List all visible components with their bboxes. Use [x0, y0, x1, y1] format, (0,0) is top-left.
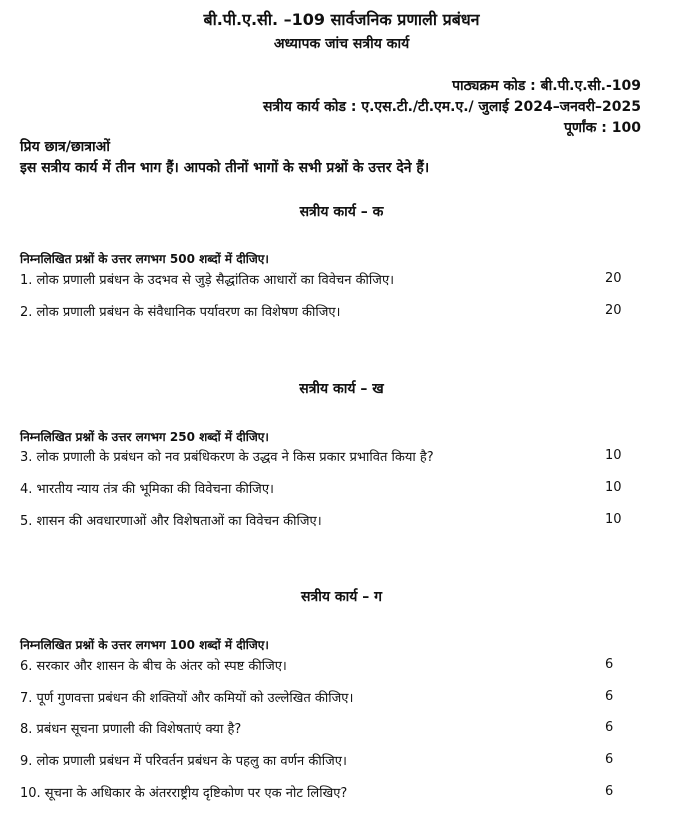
- question-5-marks: 10: [605, 512, 622, 527]
- section-instruction-b: निम्नलिखित प्रश्नों के उत्तर लगभग 250 शब्दों में दीजिए।: [20, 430, 269, 444]
- section-instruction-c: निम्नलिखित प्रश्नों के उत्तर लगभग 100 शब्दों में दीजिए।: [20, 638, 269, 652]
- question-4-marks: 10: [605, 480, 622, 495]
- question-10: 10. सूचना के अधिकार के अंतरराष्ट्रीय दृष्टिकोण पर एक नोट लिखिए?: [20, 786, 348, 801]
- max-marks: पूर्णांक : 100: [563, 120, 641, 136]
- question-7: 7. पूर्ण गुणवत्ता प्रबंधन की शक्तियों और कमियों को उल्लेखित कीजिए।: [20, 691, 354, 706]
- question-6-marks: 6: [605, 657, 614, 672]
- question-8: 8. प्रबंधन सूचना प्रणाली की विशेषताएं क्या है?: [20, 722, 242, 737]
- question-4: 4. भारतीय न्याय तंत्र की भूमिका की विवेचना कीजिए।: [20, 482, 274, 497]
- question-3-marks: 10: [605, 448, 622, 463]
- document-subtitle: अध्यापक जांच सत्रीय कार्य: [273, 36, 410, 52]
- question-9-marks: 6: [605, 752, 614, 767]
- course-code: पाठ्यक्रम कोड : बी.पी.ए.सी.-109: [452, 78, 641, 94]
- question-7-marks: 6: [605, 689, 614, 704]
- salutation: प्रिय छात्र/छात्राओं: [20, 139, 110, 155]
- intro-note: इस सत्रीय कार्य में तीन भाग हैं। आपको तीनों भागों के सभी प्रश्नों के उत्तर देने हैं।: [20, 160, 430, 176]
- question-5: 5. शासन की अवधारणाओं और विशेषताओं का विवेचन कीजिए।: [20, 514, 322, 529]
- question-8-marks: 6: [605, 720, 614, 735]
- section-instruction-a: निम्नलिखित प्रश्नों के उत्तर लगभग 500 शब्दों में दीजिए।: [20, 252, 269, 266]
- assignment-code: सत्रीय कार्य कोड : ए.एस.टी./टी.एम.ए./ जुलाई 2024–जनवरी–2025: [262, 99, 641, 115]
- question-3: 3. लोक प्रणाली के प्रबंधन को नव प्रबंधिकरण के उद्धव ने किस प्रकार प्रभावित किया है?: [20, 450, 434, 465]
- question-1: 1. लोक प्रणाली प्रबंधन के उदभव से जुड़े सैद्धांतिक आधारों का विवेचन कीजिए।: [20, 273, 395, 288]
- question-9: 9. लोक प्रणाली प्रबंधन में परिवर्तन प्रबंधन के पहलु का वर्णन कीजिए।: [20, 754, 347, 769]
- question-6: 6. सरकार और शासन के बीच के अंतर को स्पष्ट कीजिए।: [20, 659, 287, 674]
- section-title-a: सत्रीय कार्य – क: [299, 204, 384, 220]
- question-2-marks: 20: [605, 303, 622, 318]
- section-title-c: सत्रीय कार्य – ग: [301, 589, 382, 605]
- question-2: 2. लोक प्रणाली प्रबंधन के संवैधानिक पर्यावरण का विशेषण कीजिए।: [20, 305, 341, 320]
- question-1-marks: 20: [605, 271, 622, 286]
- question-10-marks: 6: [605, 784, 614, 799]
- section-title-b: सत्रीय कार्य – ख: [299, 381, 384, 397]
- document-title: बी.पी.ए.सी. –109 सार्वजनिक प्रणाली प्रबंधन: [203, 10, 480, 29]
